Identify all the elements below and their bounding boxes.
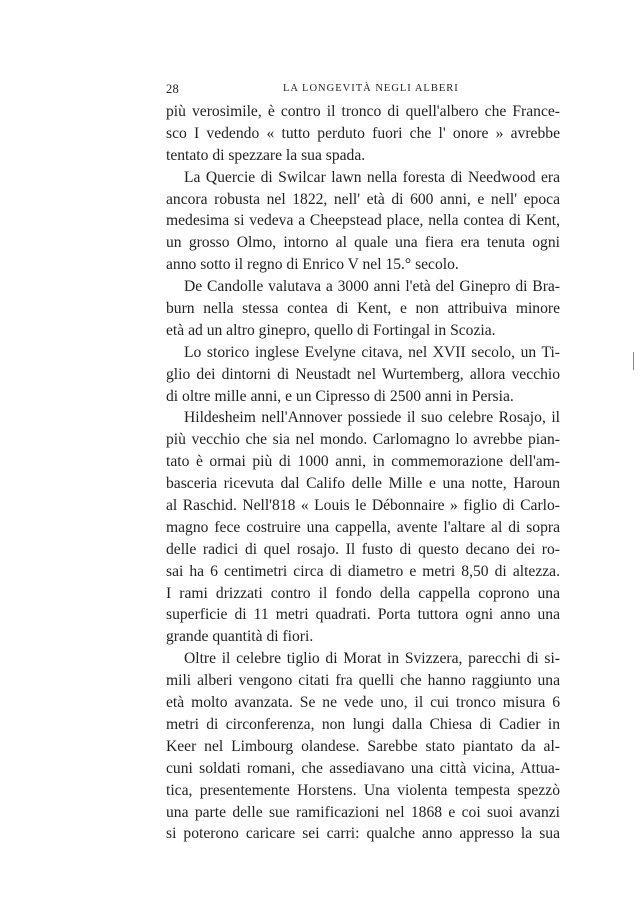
- text-line: età molto avanzata. Se ne vede uno, il cui tronco misura 6: [166, 694, 560, 712]
- text-line: burn nella stessa contea di Kent, e non attribuiva minore: [166, 300, 560, 318]
- text-line: sco I vedendo « tutto perduto fuori che l' onore » avrebbe: [166, 124, 560, 142]
- text-line: tentato di spezzare la sua spada.: [166, 146, 366, 164]
- text-line: metri di circonferenza, non lungi dalla Chiesa di Cadier in: [166, 715, 560, 733]
- text-line: cuni soldati romani, che assediavano una città vicina, Attua-: [166, 759, 560, 777]
- text-line: I rami drizzati contro il fondo della cappella coprono una: [166, 584, 560, 602]
- text-line: un grosso Olmo, intorno al quale una fiera era tenuta ogni: [166, 234, 560, 252]
- text-line: più verosimile, è contro il tronco di quell'albero che France-: [166, 103, 560, 120]
- text-line: sai ha 6 centimetri circa di diametro e metri 8,50 di altezza.: [166, 562, 560, 580]
- text-line: una parte delle sue ramificazioni nel 1868 e coi suoi avanzi: [166, 803, 560, 821]
- text-line: grande quantità di fiori.: [166, 628, 314, 646]
- text-line: glio dei dintorni di Neustadt nel Wurtemberg, allora vecchio: [166, 365, 560, 383]
- text-line: più vecchio che sia nel mondo. Carlomagno lo avrebbe pian-: [166, 431, 560, 449]
- text-line: anno sotto il regno di Enrico V nel 15.° secolo.: [166, 256, 459, 274]
- text-line: medesima si vedeva a Cheepstead place, nella contea di Kent,: [166, 212, 560, 230]
- margin-mark: [633, 352, 634, 370]
- text-line: Oltre il celebre tiglio di Morat in Svizzera, parecchi di si-: [184, 650, 560, 668]
- text-line: La Quercie di Swilcar lawn nella foresta di Needwood era: [184, 168, 560, 186]
- text-line: magno fece costruire una cappella, avente l'altare al di sopra: [166, 518, 560, 536]
- text-line: superficie di 11 metri quadrati. Porta tuttora ogni anno una: [166, 606, 560, 624]
- text-line: tica, presentemente Horstens. Una violenta tempesta spezzò: [166, 781, 560, 799]
- text-line: al Raschid. Nell'818 « Louis le Débonnaire » figlio di Carlo-: [166, 497, 560, 515]
- text-line: De Candolle valutava a 3000 anni l'età del Ginepro di Bra-: [184, 278, 560, 296]
- body-text: [166, 101, 560, 845]
- text-line: Hildesheim nell'Annover possiede il suo celebre Rosajo, il: [184, 409, 560, 427]
- text-line: mili alberi vengono citati fra quelli che hanno raggiunto una: [166, 672, 560, 690]
- text-line: tato è ormai più di 1000 anni, in commemorazione dell'am-: [166, 453, 560, 471]
- running-title: LA LONGEVITÀ NEGLI ALBERI: [283, 83, 459, 94]
- text-line: basceria ricevuta dal Califo delle Mille e una notte, Haroun: [166, 475, 560, 493]
- text-line: età ad un altro ginepro, quello di Fortingal in Scozia.: [166, 321, 496, 339]
- text-line: Lo storico inglese Evelyne citava, nel XVII secolo, un Ti-: [184, 343, 560, 361]
- text-line: di oltre mille anni, e un Cipresso di 2500 anni in Persia.: [166, 387, 514, 405]
- text-line: Keer nel Limbourg olandese. Sarebbe stato piantato da al-: [166, 737, 560, 755]
- page-number: 28: [166, 82, 180, 96]
- text-line: si poterono caricare sei carri: qualche anno appresso la sua: [166, 825, 560, 843]
- text-line: delle radici di quel rosajo. Il fusto di questo decano dei ro-: [166, 540, 560, 558]
- text-line: ancora robusta nel 1822, nell' età di 600 anni, e nell' epoca: [166, 190, 560, 208]
